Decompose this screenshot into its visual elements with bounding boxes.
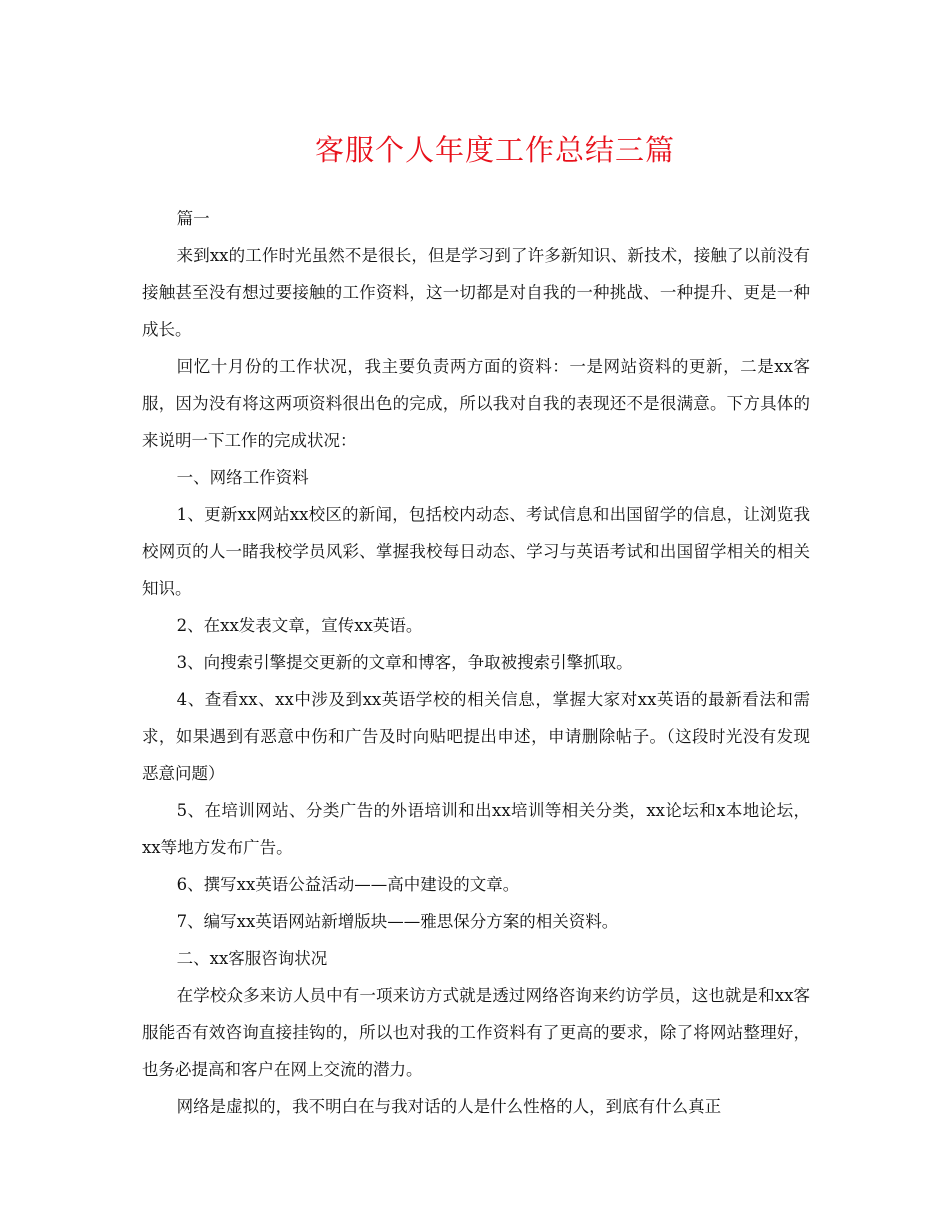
section-heading: 二、xx客服咨询状况 <box>176 949 328 968</box>
list-item: 1、更新xx网站xx校区的新闻，包括校内动态、考试信息和出国留学的信息，让浏览我校网页的人一睹我校学员风彩、掌握我校每日动态、学习与英语考试和出国留学相关的相关知识。 <box>142 505 810 598</box>
list-item: 3、向搜索引擎提交更新的文章和博客，争取被搜索引擎抓取。 <box>176 653 633 672</box>
paragraph: 在学校众多来访人员中有一项来访方式就是透过网络咨询来约访学员，这也就是和xx客服能否有效咨询直接挂钩的，所以也对我的工作资料有了更高的要求，除了将网站整理好，也务必提高和客户在网上交流的潜力。 <box>142 986 810 1079</box>
paragraph: 来到xx的工作时光虽然不是很长，但是学习到了许多新知识、新技术，接触了以前没有接触甚至没有想过要接触的工作资料，这一切都是对自我的一种挑战、一种提升、更是一种成长。 <box>142 246 810 339</box>
paragraph: 回忆十月份的工作状况，我主要负责两方面的资料：一是网站资料的更新，二是xx客服，因为没有将这两项资料很出色的完成，所以我对自我的表现还不是很满意。下方具体的来说明一下工作的完成状况： <box>142 357 810 450</box>
section-heading: 一、网络工作资料 <box>176 468 309 487</box>
document-title: 客服个人年度工作总结三篇 <box>314 133 675 167</box>
list-item: 5、在培训网站、分类广告的外语培训和出xx培训等相关分类，xx论坛和x本地论坛，xx等地方发布广告。 <box>142 801 810 857</box>
paragraph: 网络是虚拟的，我不明白在与我对话的人是什么性格的人，到底有什么真正 <box>176 1097 722 1116</box>
section-heading: 篇一 <box>176 209 210 228</box>
list-item: 6、撰写xx英语公益活动——高中建设的文章。 <box>176 875 520 894</box>
list-item: 7、编写xx英语网站新增版块——雅思保分方案的相关资料。 <box>176 912 619 931</box>
list-item: 2、在xx发表文章，宣传xx英语。 <box>176 616 423 635</box>
list-item: 4、查看xx、xx中涉及到xx英语学校的相关信息，掌握大家对xx英语的最新看法和需求，如果遇到有恶意中伤和广告及时向贴吧提出申述，申请删除帖子。（这段时光没有发现恶意问题） <box>142 690 810 783</box>
document-body <box>142 200 810 1125</box>
